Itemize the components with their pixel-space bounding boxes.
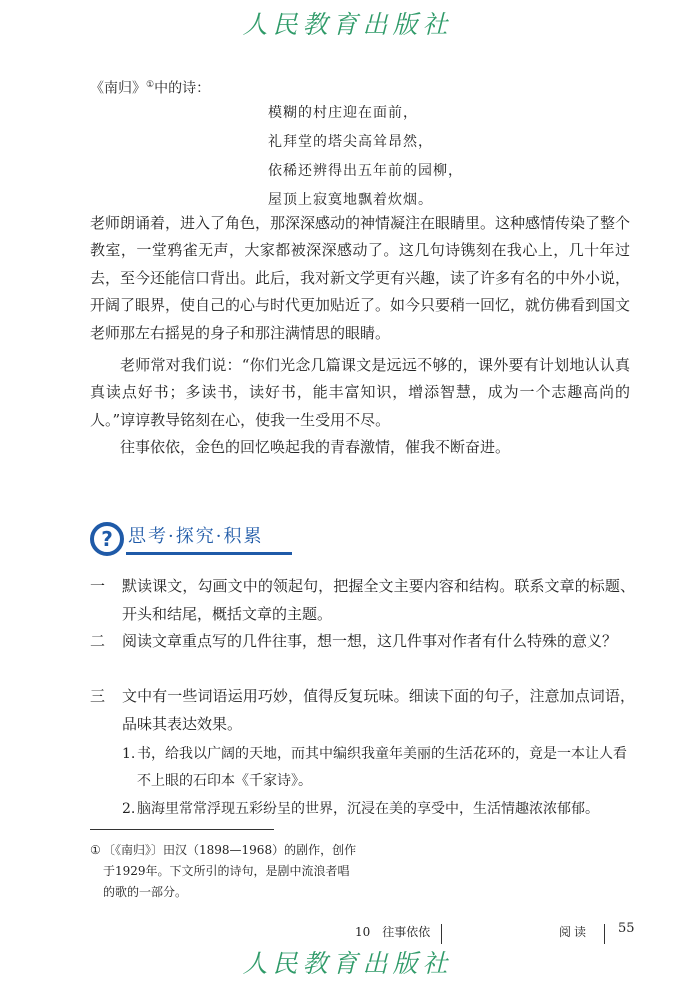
question-item	[90, 573, 635, 628]
footnote-mark: ①	[90, 843, 101, 857]
poem-intro-suffix: 中的诗：	[154, 80, 211, 97]
example-number: 2.	[122, 801, 136, 817]
question-item	[90, 683, 635, 738]
footnote-text: 〔《南归》〕田汉（1898—1968）的剧作，创作于1929年。下文所引的诗句，是剧中流浪者唱的歌的一部分。	[103, 843, 357, 899]
question-text: 文中有一些词语运用巧妙，值得反复玩味。细读下面的句子，注意加点词语，品味其表达效果。	[122, 687, 635, 733]
example-number: 1.	[122, 746, 136, 762]
poem-line: 模糊的村庄迎在面前，	[268, 105, 418, 121]
poem-source-title: 《南归》	[90, 80, 146, 97]
folio-separator	[604, 924, 605, 944]
folio-separator	[441, 924, 442, 944]
folio-lesson: 10 往事依依	[355, 925, 431, 939]
example-sentence	[122, 741, 634, 795]
question-icon: ?	[90, 522, 124, 556]
poem-line: 屋顶上寂寞地飘着炊烟。	[268, 192, 433, 208]
footnote-mark-ref: ①	[146, 80, 155, 90]
footnote	[90, 840, 360, 903]
body-paragraph: 老师常对我们说：“你们光念几篇课文是远远不够的，课外要有计划地认认真真读点好书；多读书，读好书，能丰富知识，增添智慧，成为一个志趣高尚的人。”谆谆教导铭刻在心，使我一生受用不尽。	[90, 356, 630, 429]
poem-intro	[90, 75, 210, 99]
section-underline	[126, 552, 292, 555]
question-text: 默读课文，勾画文中的领起句，把握全文主要内容和结构。联系文章的标题、开头和结尾，概括文章的主题。	[122, 577, 635, 623]
section-title: 思考·探究·积累	[128, 526, 264, 547]
example-sentence	[122, 796, 634, 823]
poem-line: 礼拜堂的塔尖高耸昂然，	[268, 134, 433, 150]
publisher-logo-bottom: 人民教育出版社	[242, 949, 453, 978]
folio-unit: 阅读	[559, 925, 590, 939]
poem-line: 依稀还辨得出五年前的园柳，	[268, 163, 463, 179]
body-paragraph: 老师朗诵着，进入了角色，那深深感动的神情凝注在眼睛里。这种感情传染了整个教室，一堂鸦雀无声，大家都被深深感动了。这几句诗镌刻在我心上，几十年过去，至今还能信口背出。此后，我对新文学更有兴趣，读了许多有名的中外小说，开阔了眼界，使自己的心与时代更加贴近了。如今只要稍一回忆，就仿佛看到国文老师那左右摇晃的身子和那注满情思的眼睛。	[90, 214, 631, 342]
footnote-divider	[90, 829, 274, 830]
body-paragraph: 往事依依，金色的回忆唤起我的青春激情，催我不断奋进。	[120, 438, 511, 456]
question-text: 阅读文章重点写的几件往事，想一想，这几件事对作者有什么特殊的意义？	[122, 632, 618, 650]
page-number: 55	[618, 921, 635, 936]
question-number: 三	[90, 687, 106, 705]
question-item	[90, 628, 635, 656]
poem	[268, 99, 463, 215]
example-text: 书，给我以广阔的天地，而其中编织我童年美丽的生活花环的，竟是一本让人看不上眼的石印本《千家诗》。	[137, 746, 627, 789]
publisher-logo-top: 人民教育出版社	[242, 10, 453, 39]
example-text: 脑海里常常浮现五彩纷呈的世界，沉浸在美的享受中，生活情趣浓浓郁郁。	[137, 801, 599, 817]
question-number: 二	[90, 632, 106, 650]
question-number: 一	[90, 577, 106, 595]
